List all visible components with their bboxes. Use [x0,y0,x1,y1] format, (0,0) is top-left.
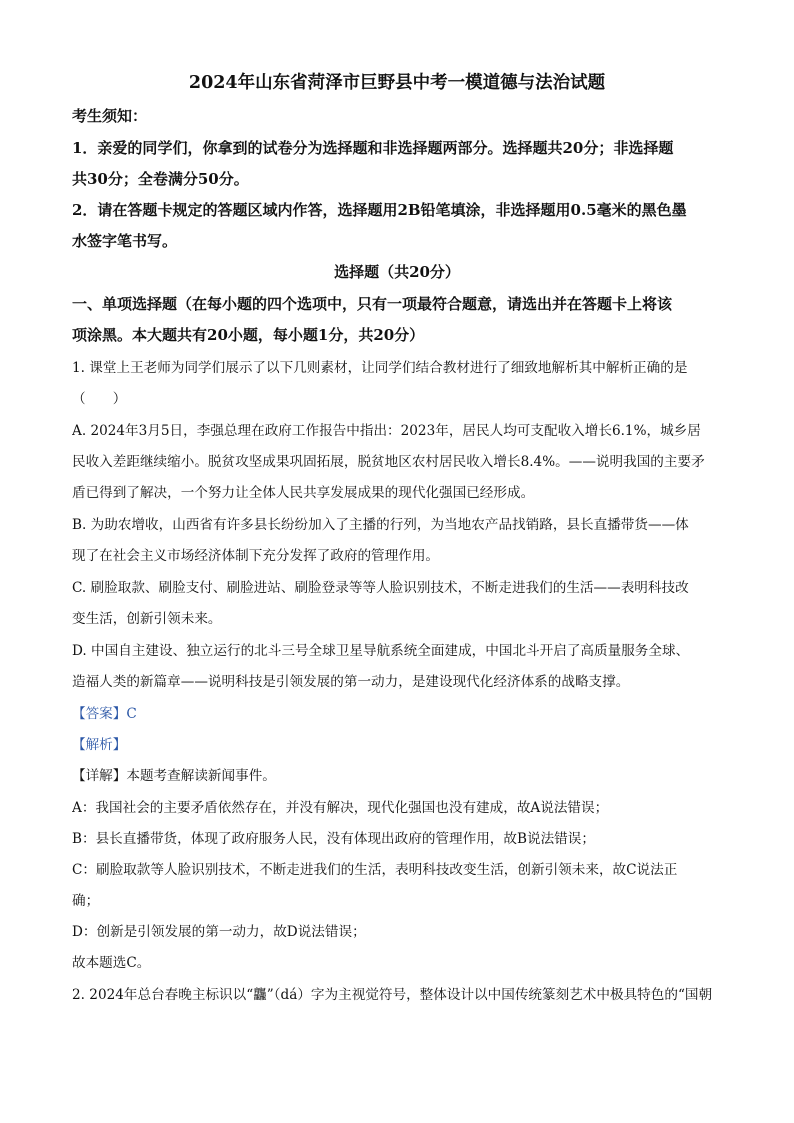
option-d-line1: D. 中国自主建设、独立运行的北斗三号全球卫星导航系统全面建成，中国北斗开启了高质量服务全球、 [72,643,690,659]
question-1-bracket: （ ） [72,391,127,407]
analysis-label: 【解析】 [72,737,127,753]
part1-line1: 一、单项选择题（在每小题的四个选项中，只有一项最符合题意，请选出并在答题卡上将该 [72,295,673,313]
notice-2-line1: 2．请在答题卡规定的答题区域内作答，选择题用2B铅笔填涂，非选择题用0.5毫米的黑色墨 [72,201,687,219]
explanation-a: A：我国社会的主要矛盾依然存在，并没有解决，现代化强国也没有建成，故A说法错误； [72,800,609,816]
part1-line2: 项涂黑。本大题共有20小题，每小题1分，共20分） [72,326,425,344]
notice-1-line2: 共30分；全卷满分50分。 [72,170,249,188]
section-heading: 选择题（共20分） [334,263,460,281]
question-1-stem: 1. 课堂上王老师为同学们展示了以下几则素材，让同学们结合教材进行了细致地解析其中解析正确的是 [72,360,688,376]
explanation-d: D：创新是引领发展的第一动力，故D说法错误； [72,924,366,940]
option-b-line2: 现了在社会主义市场经济体制下充分发挥了政府的管理作用。 [72,548,440,564]
option-a-line1: A. 2024年3月5日，李强总理在政府工作报告中指出：2023年，居民人均可支配收入增长6.1%，城乡居 [72,423,701,439]
explanation-c-line1: C：刷脸取款等人脸识别技术，不断走进我们的生活，表明科技改变生活，创新引领未来，故C说法正 [72,862,678,878]
notice-2-line2: 水签字笔书写。 [72,232,178,250]
option-d-line2: 造福人类的新篇章——说明科技是引领发展的第一动力，是建设现代化经济体系的战略支撑。 [72,674,630,690]
option-a-line2: 民收入差距继续缩小。脱贫攻坚成果巩固拓展，脱贫地区农村居民收入增长8.4%。——说明我国的主要矛 [72,454,705,470]
question-2-stem: 2. 2024年总台春晚主标识以“龘”（dá）字为主视觉符号，整体设计以中国传统篆刻艺术中极具特色的“国朝 [72,987,713,1003]
answer-label: 【答案】C [72,706,137,722]
notice-heading: 考生须知： [72,107,148,125]
detail-text: 【详解】本题考查解读新闻事件。 [72,768,276,784]
option-c-line1: C. 刷脸取款、刷脸支付、刷脸进站、刷脸登录等等人脸识别技术，不断走进我们的生活——表明科技改 [72,580,689,596]
option-b-line1: B. 为助农增收，山西省有许多县长纷纷加入了主播的行列，为当地农产品找销路，县长直播带货——体 [72,517,689,533]
explanation-b: B：县长直播带货，体现了政府服务人民，没有体现出政府的管理作用，故B说法错误； [72,831,595,847]
conclusion: 故本题选C。 [72,955,151,971]
explanation-c-line2: 确； [72,893,100,909]
option-c-line2: 变生活，创新引领未来。 [72,611,222,627]
option-a-line3: 盾已得到了解决，一个努力让全体人民共享发展成果的现代化强国已经形成。 [72,485,535,501]
notice-1-line1: 1．亲爱的同学们，你拿到的试卷分为选择题和非选择题两部分。选择题共20分；非选择题 [72,139,674,157]
page-title: 2024年山东省菏泽市巨野县中考一模道德与法治试题 [188,73,606,93]
